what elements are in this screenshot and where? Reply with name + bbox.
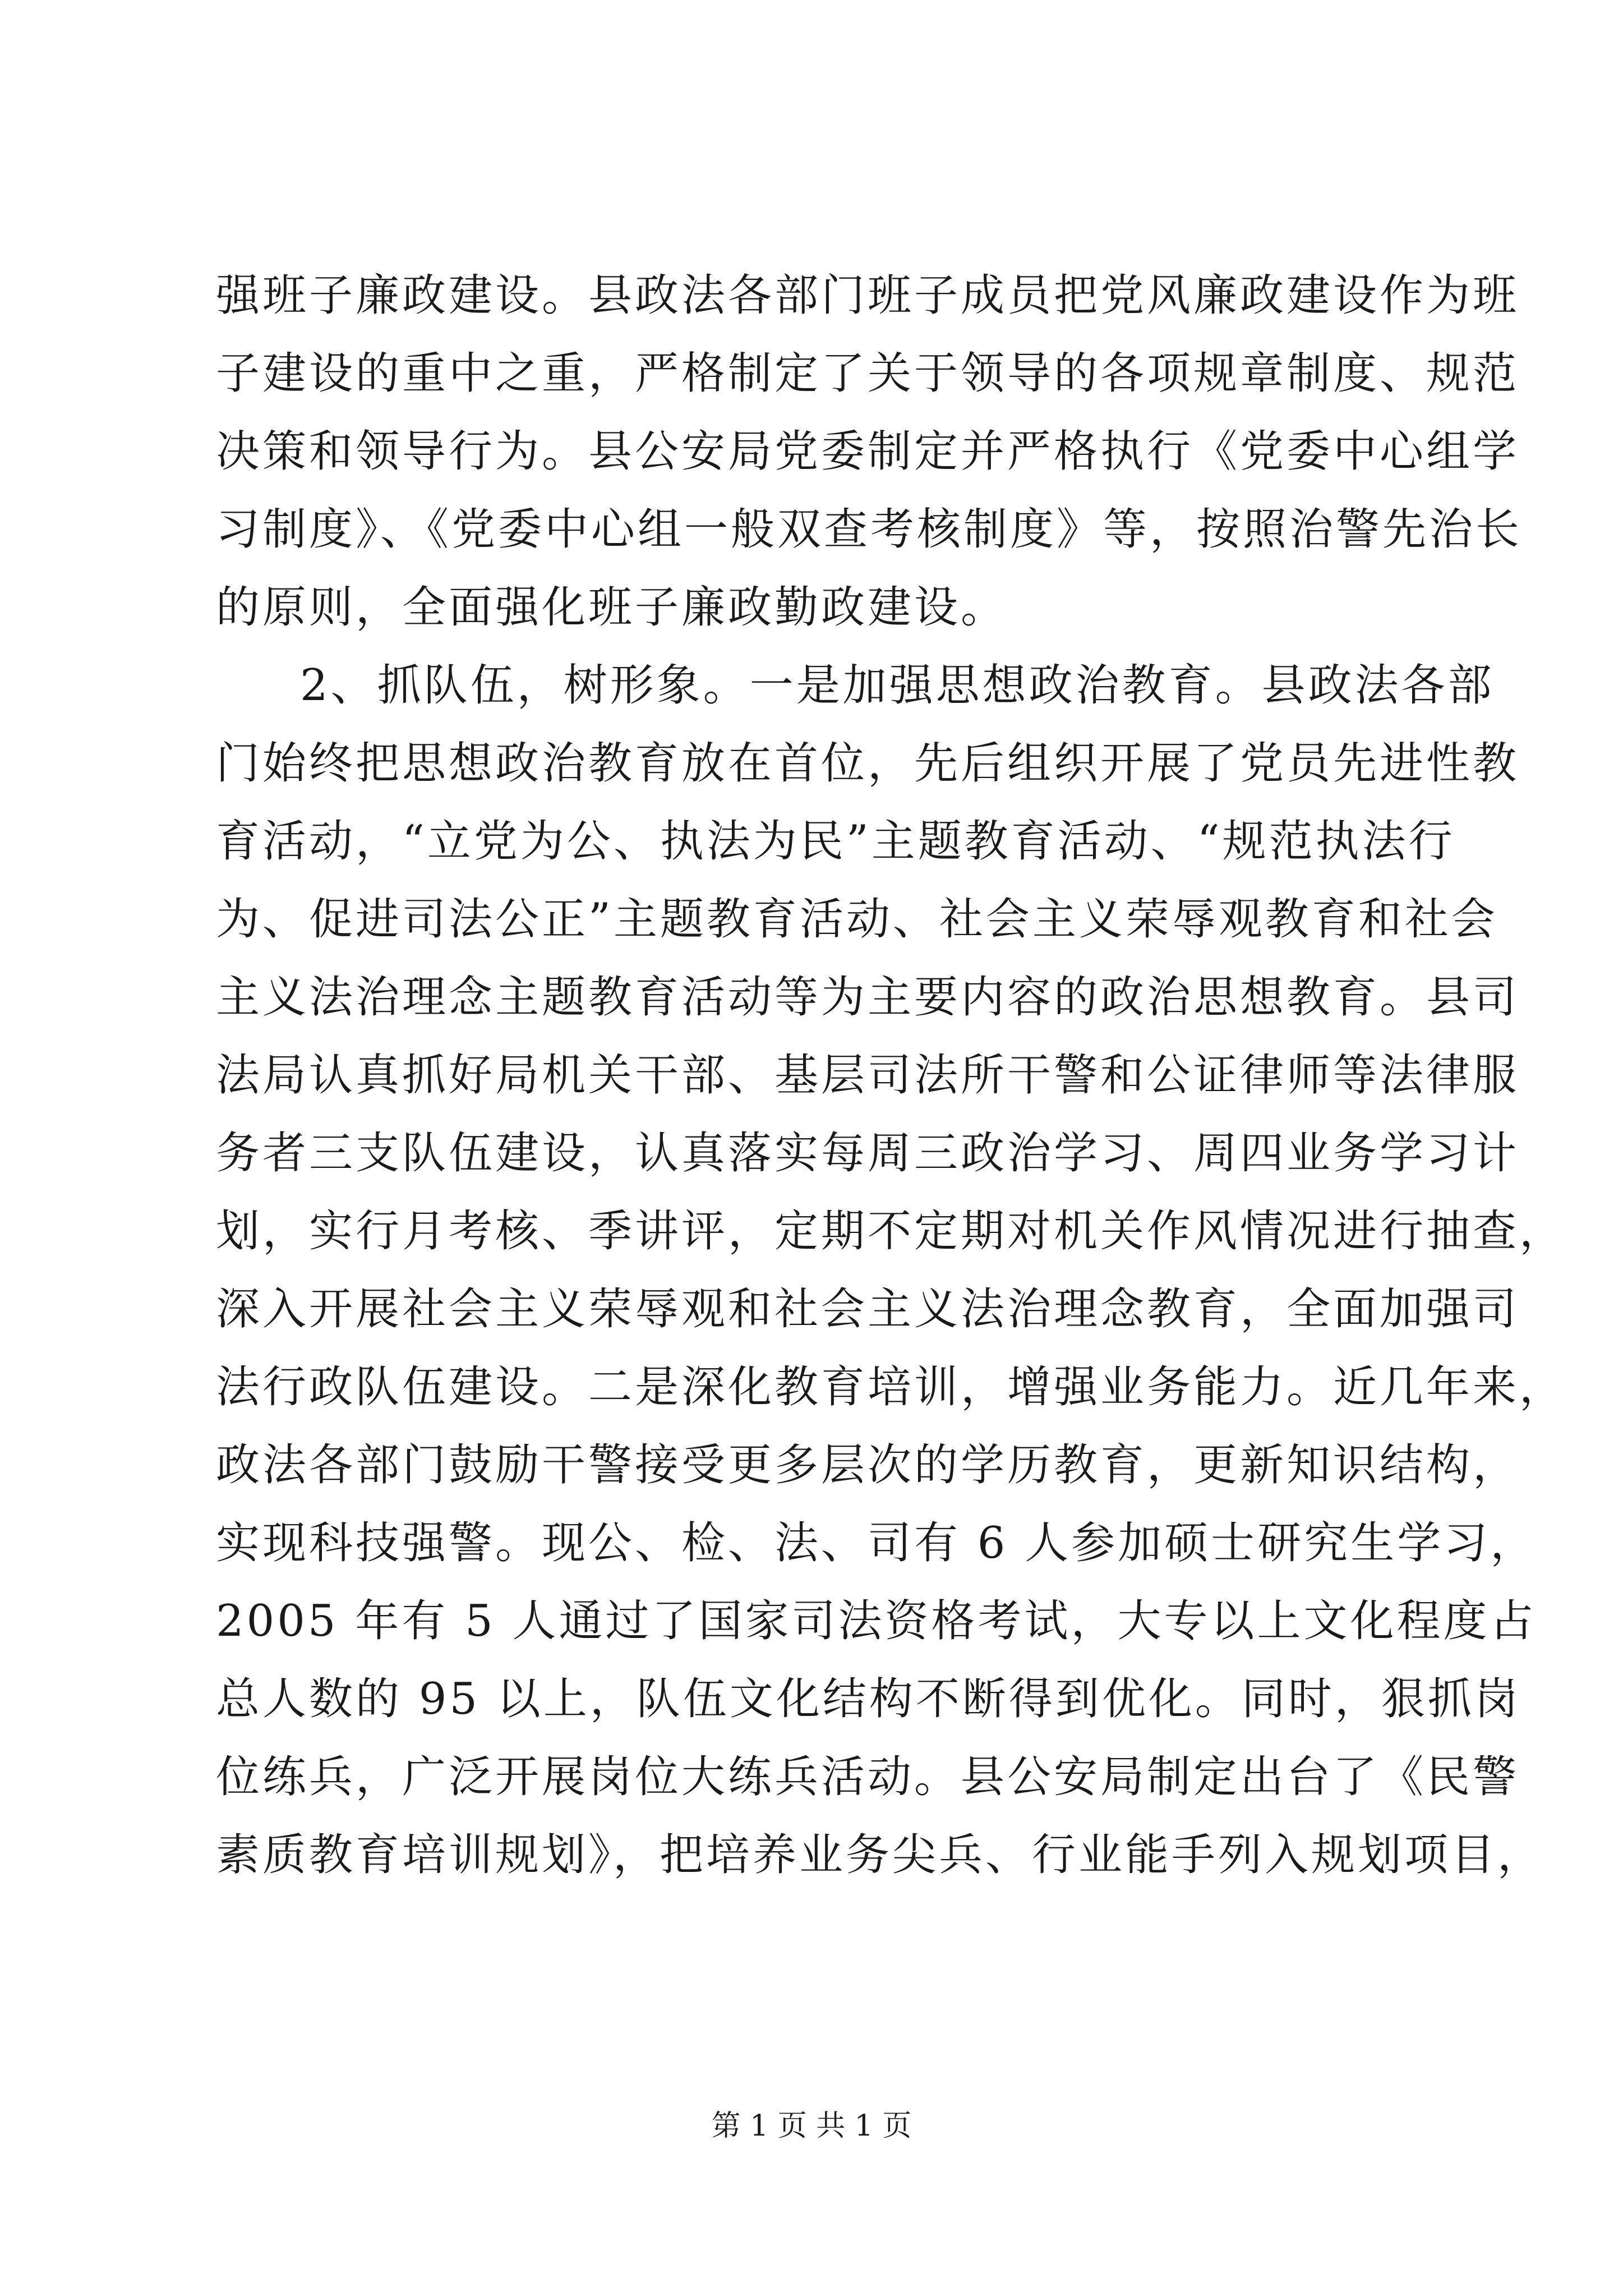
text-line: 的原则，全面强化班子廉政勤政建设。 bbox=[216, 582, 1008, 633]
paragraph-start-line: 2、抓队伍，树形象。一是加强思想政治教育。县政法各部 bbox=[300, 660, 1495, 711]
text-line: 强班子廉政建设。县政法各部门班子成员把党风廉政建设作为班 bbox=[216, 270, 1520, 321]
text-line: 习制度》、《党委中心组一般双查考核制度》等，按照治警先治长 bbox=[216, 504, 1523, 555]
text-line: 划，实行月考核、季讲评，定期不定期对机关作风情况进行抽查， bbox=[216, 1206, 1566, 1257]
text-line: 总人数的 95 以上，队伍文化结构不断得到优化。同时，狠抓岗 bbox=[216, 1674, 1521, 1724]
page-number-label: 第 1 页 共 1 页 bbox=[711, 2109, 912, 2143]
text-line: 子建设的重中之重，严格制定了关于领导的各项规章制度、规范 bbox=[216, 348, 1520, 399]
body-text bbox=[216, 257, 1566, 1894]
text-line: 育活动，“立党为公、执法为民”主题教育活动、“规范执法行 bbox=[216, 816, 1455, 867]
text-line: 主义法治理念主题教育活动等为主要内容的政治思想教育。县司 bbox=[216, 972, 1520, 1023]
text-line: 为、促进司法公正”主题教育活动、社会主义荣辱观教育和社会 bbox=[216, 894, 1498, 945]
text-line: 实现科技强警。现公、检、法、司有 6 人参加硕士研究生学习， bbox=[216, 1518, 1537, 1568]
text-line: 深入开展社会主义荣辱观和社会主义法治理念教育，全面加强司 bbox=[216, 1284, 1520, 1335]
text-line: 决策和领导行为。县公安局党委制定并严格执行《党委中心组学 bbox=[216, 426, 1520, 477]
page-footer bbox=[0, 2106, 1623, 2146]
text-line: 2005 年有 5 人通过了国家司法资格考试，大专以上文化程度占 bbox=[216, 1596, 1537, 1646]
text-line: 素质教育培训规划》，把培养业务尖兵、行业能手列入规划项目， bbox=[216, 1830, 1544, 1880]
text-line: 政法各部门鼓励干警接受更多层次的学历教育，更新知识结构， bbox=[216, 1440, 1520, 1490]
text-line: 位练兵，广泛开展岗位大练兵活动。县公安局制定出台了《民警 bbox=[216, 1752, 1520, 1802]
text-line: 法局认真抓好局机关干部、基层司法所干警和公证律师等法律服 bbox=[216, 1050, 1520, 1101]
text-line: 门始终把思想政治教育放在首位，先后组织开展了党员先进性教 bbox=[216, 738, 1520, 789]
text-line: 务者三支队伍建设，认真落实每周三政治学习、周四业务学习计 bbox=[216, 1128, 1520, 1179]
text-line: 法行政队伍建设。二是深化教育培训，增强业务能力。近几年来， bbox=[216, 1362, 1566, 1412]
